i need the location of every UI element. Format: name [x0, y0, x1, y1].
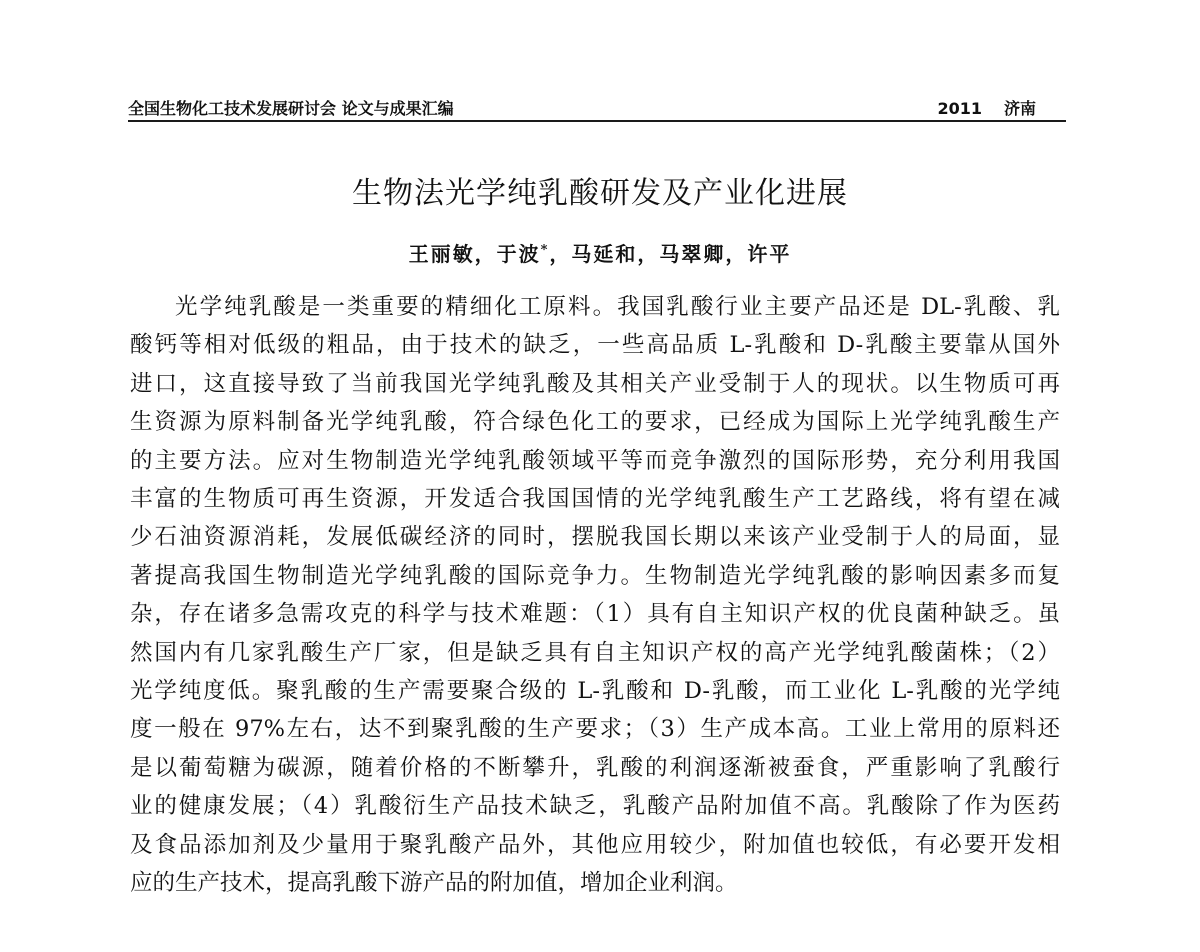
authors-after-mark: ，马延和，马翠卿，许平	[549, 242, 792, 266]
paragraph-line: 的主要方法。应对生物制造光学纯乳酸领域平等而竞争激烈的国际形势，充分利用我国	[130, 447, 1060, 474]
paragraph-line: 然国内有几家乳酸生产厂家，但是缺乏具有自主知识产权的高产光学纯乳酸菌株；（2）	[130, 639, 1060, 666]
paragraph-line: 度一般在 97%左右，达不到聚乳酸的生产要求；（3）生产成本高。工业上常用的原料还	[130, 716, 1060, 743]
paragraph-line: 丰富的生物质可再生资源，开发适合我国国情的光学纯乳酸生产工艺路线，将有望在减	[130, 486, 1060, 513]
author-list	[0, 238, 1200, 267]
authors-before-mark: 王丽敏，于波	[408, 242, 541, 266]
paragraph-line: 著提高我国生物制造光学纯乳酸的国际竞争力。生物制造光学纯乳酸的影响因素多而复	[130, 562, 1060, 589]
corresponding-author-mark: *	[540, 242, 550, 258]
paragraph-line: 应的生产技术，提高乳酸下游产品的附加值，增加企业利润。	[130, 870, 738, 897]
paragraph-line: 进口，这直接导致了当前我国光学纯乳酸及其相关产业受制于人的现状。以生物质可再	[130, 370, 1060, 397]
conference-name: 全国生物化工技术发展研讨会 论文与成果汇编	[128, 99, 454, 118]
paragraph-line: 光学纯乳酸是一类重要的精细化工原料。我国乳酸行业主要产品还是 DL-乳酸、乳	[175, 294, 1060, 320]
paragraph-line: 是以葡萄糖为碳源，随着价格的不断攀升，乳酸的利润逐渐被蚕食，严重影响了乳酸行	[130, 754, 1060, 781]
running-header	[128, 94, 1066, 122]
paragraph-line: 业的健康发展；（4）乳酸衍生产品技术缺乏，乳酸产品附加值不高。乳酸除了作为医药	[130, 793, 1060, 820]
header-city: 济南	[1003, 99, 1036, 118]
paragraph-line: 杂，存在诸多急需攻克的科学与技术难题：（1）具有自主知识产权的优良菌种缺乏。虽	[130, 601, 1060, 628]
paragraph-line: 光学纯度低。聚乳酸的生产需要聚合级的 L-乳酸和 D-乳酸，而工业化 L-乳酸的光学纯	[130, 678, 1060, 705]
paragraph-line: 少石油资源消耗，发展低碳经济的同时，摆脱我国长期以来该产业受制于人的局面，显	[130, 524, 1060, 551]
paragraph-line: 酸钙等相对低级的粗品，由于技术的缺乏，一些高品质 L-乳酸和 D-乳酸主要靠从国外	[130, 332, 1060, 359]
header-year: 2011	[937, 99, 982, 118]
paragraph-line: 及食品添加剂及少量用于聚乳酸产品外，其他应用较少，附加值也较低，有必要开发相	[130, 831, 1060, 858]
paper-title: 生物法光学纯乳酸研发及产业化进展	[352, 176, 848, 211]
paragraph-line: 生资源为原料制备光学纯乳酸，符合绿色化工的要求，已经成为国际上光学纯乳酸生产	[130, 409, 1060, 436]
header-date-location	[937, 96, 1036, 119]
abstract-paragraph	[130, 288, 1060, 903]
